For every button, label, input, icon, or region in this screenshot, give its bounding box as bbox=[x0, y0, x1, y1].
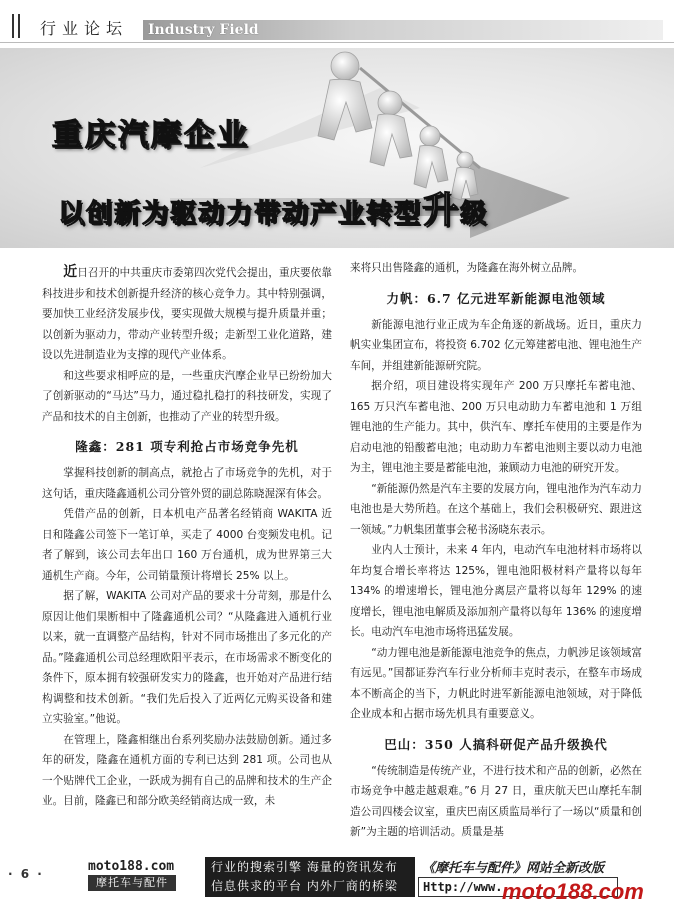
headline-line2-main: 以创新为驱动力带动产业转型 bbox=[58, 199, 423, 229]
paragraph bbox=[42, 504, 332, 586]
page-footer bbox=[0, 855, 674, 921]
paragraph bbox=[42, 586, 332, 730]
paragraph bbox=[350, 761, 642, 843]
paragraph-text: 来将只出售隆鑫的通机，为隆鑫在海外树立品牌。 bbox=[350, 262, 584, 274]
headline-line2-big-char: 升 bbox=[422, 190, 461, 231]
headline-line2-end: 级 bbox=[460, 199, 489, 229]
footer-slogan bbox=[205, 857, 415, 897]
paragraph-text: 日召开的中共重庆市委第四次党代会提出，重庆要依靠科技进步和技术创新提升经济的核心竞争力。其中特别强调，要加快工业经济发展步伐，要实现做大规模与提升质量并重；以创新为驱动力，带动产业转型升级；走新型工业化道路，建设以先进制造业为支撑的现代产业体系。 bbox=[42, 267, 333, 361]
paragraph-text: 掌握科技创新的制高点，就抢占了市场竞争的先机，对于这句话，重庆隆鑫通机公司分管外贸的副总陈晓渥深有体会。 bbox=[42, 467, 332, 500]
paragraph bbox=[350, 643, 642, 725]
paragraph-text: “动力锂电池是新能源电池竞争的焦点，力帆涉足该领域富有远见。”国都证券汽车行业分析师丰克时表示，在整车市场成本不断高企的当下，力帆此时进军新能源电池领域，对于降低企业成本和占据市场先机具有重要意义。 bbox=[350, 646, 642, 720]
paragraph-text: 凭借产品的创新，日本机电产品著名经销商 WAKITA 近日和隆鑫公司签下一笔订单，买走了 4000 台变频发电机。记者了解到，该公司去年出口 160 万台通机，成为世界第三大通机生产商。今年，公司销量预计将增长 25% 以上。 bbox=[42, 508, 332, 582]
paragraph-text: 新能源电池行业正成为车企角逐的新战场。近日，重庆力帆实业集团宣布，将投资 6.702 亿元筹建蓄电池、锂电池生产车间，并组建新能源研究院。 bbox=[350, 318, 642, 372]
footer-site-title: 《摩托车与配件》网站全新改版 bbox=[422, 861, 605, 876]
paragraph bbox=[350, 315, 642, 377]
paragraph bbox=[42, 262, 332, 366]
paragraph-text: 据了解，WAKITA 公司对产品的要求十分苛刻，那是什么原因让他们果断相中了隆鑫通机公司？“从隆鑫进入通机行业以来，就一直调整产品结构，针对不同市场推出了多元化的产品。”隆鑫通机公司总经理欧阳平表示，在市场需求不断变化的条件下，原本拥有较强研发实力的隆鑫，也开始对产品进行结构调整和技术创新。“我们先后投入了近两亿元购买设备和建立实验室。”他说。 bbox=[42, 590, 332, 725]
watermark: moto188.com bbox=[502, 879, 644, 904]
subheading: 巴山：350 人搞科研促产品升级换代 bbox=[384, 736, 608, 752]
footer-slogan-line2: 信息供求的平台 内外厂商的桥梁 bbox=[211, 879, 398, 893]
page-header bbox=[0, 0, 674, 48]
section-title-en: Industry Field bbox=[148, 22, 259, 38]
subheading: 隆鑫：281 项专利抢占市场竞争先机 bbox=[75, 439, 299, 454]
header-mark bbox=[12, 14, 20, 38]
paragraph-text: 据介绍，项目建设将实现年产 200 万只摩托车蓄电池、165 万只汽车蓄电池、200 万只电动助力车蓄电池和 1 万组锂电池的生产能力。其中，供汽车、摩托车使用的主要是作为启动电池的铅酸蓄电池；电动助力车蓄电池则主要以动力电池为主，锂电池主要是蓄能电池，兼顾动力电池的研究开发。 bbox=[350, 380, 642, 474]
paragraph bbox=[42, 366, 332, 428]
subheading: 力帆：6.7 亿元进军新能源电池领域 bbox=[386, 290, 606, 306]
paragraph-text: 业内人士预计，未来 4 年内，电动汽车电池材料市场将以年均复合增长率将达 125%，锂电池阳极材料产量将以每年 134% 的增速增长，锂电池分离层产量将以每年 129% 的速度增长，锂电池电解质及添加剂产量将以每年 136% 的速度增长。电动汽车电池市场将迅猛发展。 bbox=[350, 544, 642, 638]
footer-logo-cn: 摩托车与配件 bbox=[88, 875, 176, 891]
footer-logo-url: moto188.com bbox=[88, 859, 175, 874]
paragraph bbox=[350, 258, 642, 279]
paragraph bbox=[42, 463, 332, 504]
footer-logo bbox=[88, 855, 208, 915]
paragraph bbox=[42, 730, 332, 812]
page-number-value: 6 bbox=[20, 867, 32, 881]
paragraph-text: “传统制造是传统产业，不进行技术和产品的创新，必然在市场竞争中越走越艰难。”6 月 27 日，重庆航天巴山摩托车制造公司四楼会议室，重庆巴南区质监局举行了一场以“质量和创新”为主题的培训活动。质量是基 bbox=[350, 764, 642, 838]
paragraph-text: “新能源仍然是汽车主要的发展方向，锂电池作为汽车动力电池也是大势所趋。在这个基础上，我们会积极研究、跟进这一领域。”力帆集团董事会秘书汤晓东表示。 bbox=[350, 482, 642, 536]
footer-site-url[interactable]: Http://www. bbox=[418, 877, 618, 897]
headline-line2 bbox=[58, 182, 488, 233]
paragraph bbox=[350, 376, 642, 479]
paragraph bbox=[350, 540, 642, 643]
page-number: · 6 · bbox=[8, 867, 44, 881]
paragraph-text: 和这些要求相呼应的是，一些重庆汽摩企业早已纷纷加大了创新驱动的“马达”马力，通过稳扎稳打的科技研发，实现了产品和技术的自主创新，也推动了产业的转型升级。 bbox=[42, 369, 332, 423]
header-rule bbox=[0, 42, 674, 43]
paragraph bbox=[350, 479, 642, 541]
section-title: 行业论坛 bbox=[40, 19, 129, 38]
paragraph-text: 在管理上，隆鑫相继出台系列奖励办法鼓励创新。通过多年的研发，隆鑫在通机方面的专利已达到 281 项。公司也从一个贴牌代工企业，一跃成为拥有自己的品牌和技术的生产企业。目前，隆鑫已和部分欧美经销商达成一致，未 bbox=[42, 733, 332, 807]
right-column bbox=[350, 258, 642, 843]
headline-line1: 重庆汽摩企业 bbox=[52, 118, 250, 153]
footer-slogan-line1: 行业的搜索引擎 海量的资讯发布 bbox=[211, 860, 398, 874]
drop-cap: 近 bbox=[63, 264, 78, 280]
left-column bbox=[42, 262, 332, 812]
